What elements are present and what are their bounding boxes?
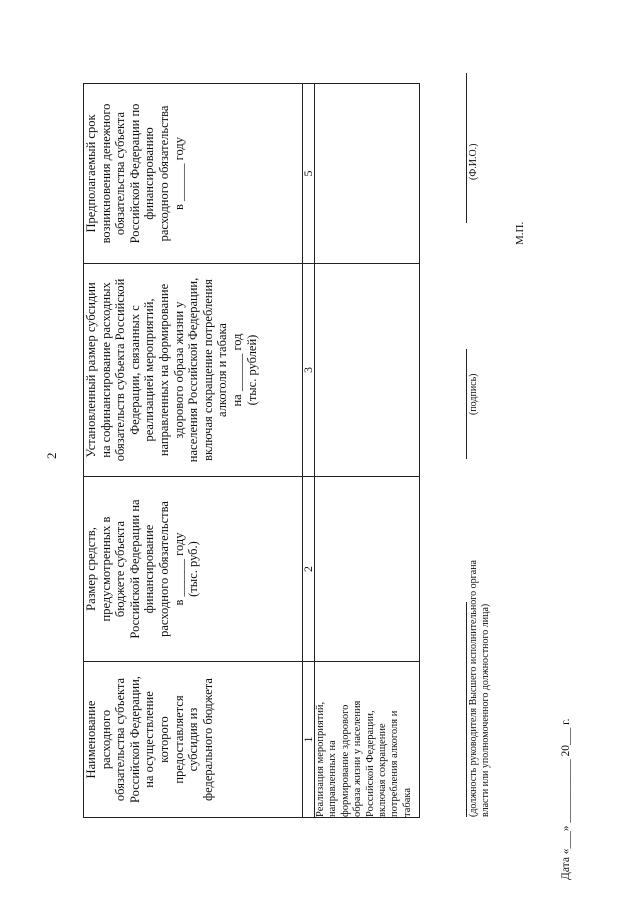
subsidy-table — [83, 83, 420, 818]
column-number-1: 1 — [303, 662, 315, 818]
date-line: Дата «___» ___________ 20___ г. — [560, 718, 572, 880]
header-subsidy-amount: Установленный размер субсидии на софинансирование расходных обязательств субъекта Российской Федерации, связанных с реализацией мероприятий, направленных на формирование здорового образа жизни у населения Российской Федерации, включая сокращение потребления алкоголя и табака на ______ год (тыс. рублей) — [84, 264, 303, 477]
column-number-2: 2 — [303, 477, 315, 662]
position-caption: (должность руководителя Высшего исполнительного органа власти или уполномоченного должностного лица) — [468, 560, 491, 817]
table-header-row — [84, 84, 303, 818]
fio-caption: (Ф.И.О.) — [468, 143, 479, 180]
row-obligation-term-value — [315, 84, 420, 264]
signature-line — [466, 349, 467, 459]
column-number-5: 5 — [303, 84, 315, 264]
row-budget-funds-value — [315, 477, 420, 662]
page-number: 2 — [44, 452, 59, 459]
fio-line — [466, 73, 467, 223]
row-subsidy-amount-value — [315, 264, 420, 477]
stamp-placeholder: М.П. — [514, 221, 526, 245]
column-number-row — [303, 84, 315, 818]
table-row — [315, 84, 420, 818]
row-expenditure-name: Реализация мероприятий, направленных на формирование здорового образа жизни у населения Российской Федерации, включая сокращение потребления алкоголя и табака — [315, 662, 420, 818]
position-signature-line — [466, 602, 467, 817]
header-expenditure-obligation: Наименование расходного обязательства субъекта Российской Федерации, на осуществление которого предоставляется субсидия из федерального бюджета — [84, 662, 303, 818]
signature-caption: (подпись) — [468, 373, 479, 415]
header-budget-funds: Размер средств, предусмотренных в бюджете субъекта Российской Федерации на финансирование расходного обязательства в ______ году (тыс. руб.) — [84, 477, 303, 662]
header-obligation-term: Предполагаемый срок возникновения денежного обязательства субъекта Российской Федерации по финансированию расходного обязательства в ______ году — [84, 84, 303, 264]
column-number-3: 3 — [303, 264, 315, 477]
